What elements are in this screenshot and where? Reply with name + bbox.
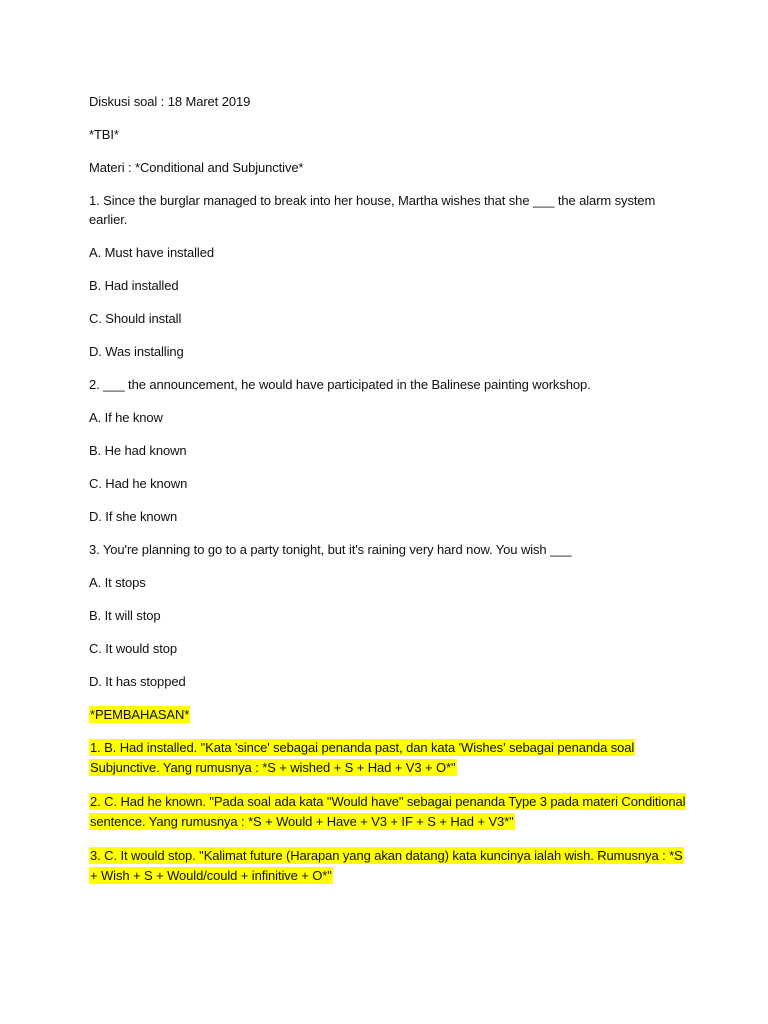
- question-1: 1. Since the burglar managed to break into her house, Martha wishes that she ___ the alarm system earlier.: [89, 193, 656, 227]
- question-3-option-d: D. It has stopped: [89, 674, 186, 689]
- discussion-item-2: [89, 792, 689, 832]
- subject-line: *TBI*: [89, 127, 119, 142]
- question-1-option-c: C. Should install: [89, 311, 182, 326]
- discussion-item-3-text: 3. C. It would stop. "Kalimat future (Harapan yang akan datang) kata kuncinya ialah wish. Rumusnya : *S + Wish + S + Would/could + infinitive + O*": [90, 848, 683, 883]
- topic-line: Materi : *Conditional and Subjunctive*: [89, 160, 304, 175]
- discussion-item-1: [89, 738, 689, 778]
- question-1-option-a: A. Must have installed: [89, 245, 214, 260]
- question-1-option-b: B. Had installed: [89, 278, 179, 293]
- document-page: [89, 92, 689, 900]
- question-2-option-b: B. He had known: [89, 443, 187, 458]
- question-3-option-b: B. It will stop: [89, 608, 161, 623]
- question-3-option-a: A. It stops: [89, 575, 146, 590]
- question-2-option-c: C. Had he known: [89, 476, 188, 491]
- discussion-item-3: [89, 846, 689, 886]
- question-3-option-c: C. It would stop: [89, 641, 177, 656]
- date-line: Diskusi soal : 18 Maret 2019: [89, 94, 251, 109]
- question-2-option-a: A. If he know: [89, 410, 163, 425]
- question-3: 3. You're planning to go to a party tonight, but it's raining very hard now. You wish ___: [89, 542, 572, 557]
- discussion-heading: [89, 705, 689, 724]
- question-1-option-d: D. Was installing: [89, 344, 184, 359]
- discussion-item-2-text: 2. C. Had he known. "Pada soal ada kata "Would have" sebagai penanda Type 3 pada materi Conditional sentence. Yang rumusnya : *S + Would + Have + V3 + IF + S + Had + V3*": [90, 794, 686, 829]
- discussion-heading-text: *PEMBAHASAN*: [90, 707, 190, 722]
- question-2: 2. ___ the announcement, he would have participated in the Balinese painting workshop.: [89, 377, 591, 392]
- question-2-option-d: D. If she known: [89, 509, 178, 524]
- discussion-item-1-text: 1. B. Had installed. "Kata 'since' sebagai penanda past, dan kata 'Wishes' sebagai penanda soal Subjunctive. Yang rumusnya : *S + wished + S + Had + V3 + O*": [90, 740, 635, 775]
